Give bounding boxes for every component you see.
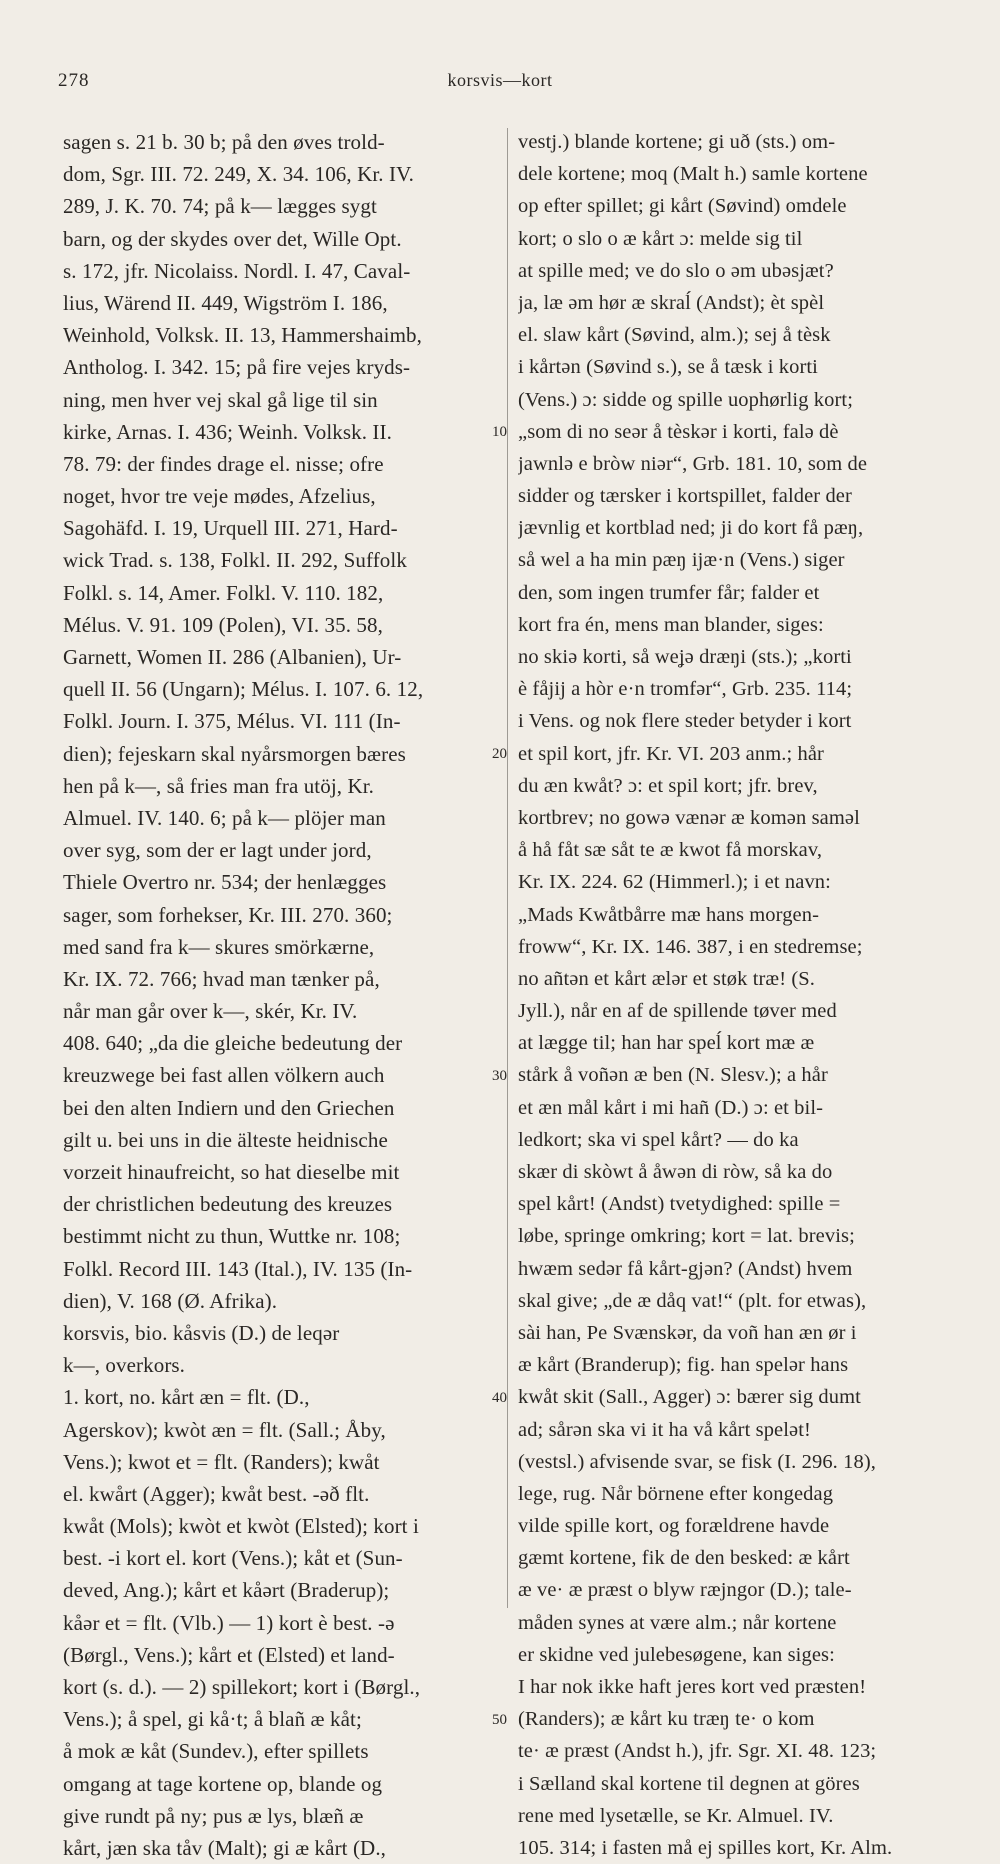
text-line: quell II. 56 (Ungarn); Mélus. I. 107. 6. 12, xyxy=(63,677,424,702)
text-line: dien), V. 168 (Ø. Afrika). xyxy=(63,1288,278,1313)
text-line: å mok æ kåt (Sundev.), efter spillets xyxy=(63,1739,369,1764)
text-line: no añtən et kårt ælər et støk træ! (S. xyxy=(518,967,815,990)
text-line: du æn kwåt? ɔ: et spil kort; jfr. brev, xyxy=(518,774,818,797)
text-line: wick Trad. s. 138, Folkl. II. 292, Suffolk xyxy=(63,548,407,573)
line-number: 20 xyxy=(492,745,507,762)
text-line: 78. 79: der findes drage el. nisse; ofre xyxy=(63,451,384,476)
text-line: Jyll.), når en af de spillende tøver med xyxy=(518,1000,837,1023)
line-number: 10 xyxy=(492,423,507,440)
text-line: kort; o slo o æ kårt ɔ: melde sig til xyxy=(518,227,803,250)
text-line: kort (s. d.). — 2) spillekort; kort i (Børgl., xyxy=(63,1675,421,1699)
text-line: Garnett, Women II. 286 (Albanien), Ur- xyxy=(63,645,402,669)
text-line: Folkl. s. 14, Amer. Folkl. V. 110. 182, xyxy=(63,580,384,605)
text-line: et æn mål kårt i mi hañ (D.) ɔ: et bil- xyxy=(518,1096,824,1119)
text-line: (Vens.) ɔ: sidde og spille uophørlig kort; xyxy=(518,388,854,411)
text-line: i Vens. og nok flere steder betyder i kort xyxy=(518,710,852,733)
text-line: barn, og der skydes over det, Wille Opt. xyxy=(63,226,402,251)
text-line: (vestsl.) afvisende svar, se fisk (I. 296. 18), xyxy=(518,1450,876,1473)
text-line: Kr. IX. 224. 62 (Himmerl.); i et navn: xyxy=(518,871,831,894)
text-line: Folkl. Journ. I. 375, Mélus. VI. 111 (In- xyxy=(63,709,401,734)
text-line: bestimmt nicht zu thun, Wuttke nr. 108; xyxy=(63,1224,401,1249)
text-line: Sagohäfd. I. 19, Urquell III. 271, Hard- xyxy=(63,516,398,541)
text-line: når man går over k—, skér, Kr. IV. xyxy=(63,999,358,1024)
text-line: sagen s. 21 b. 30 b; på den øves trold- xyxy=(63,130,385,154)
line-number: 40 xyxy=(492,1389,507,1406)
text-line: el. kwårt (Agger); kwåt best. -əð flt. xyxy=(63,1481,370,1506)
text-line: over syg, som der er lagt under jord, xyxy=(63,838,372,863)
text-line: Kr. IX. 72. 766; hvad man tænker på, xyxy=(63,966,380,991)
text-line: kort fra én, mens man blander, siges: xyxy=(518,613,824,636)
text-line: ning, men hver vej skal gå lige til sin xyxy=(63,387,378,412)
text-line: i kårtən (Søvind s.), se å tæsk i korti xyxy=(518,356,818,379)
text-line: hen på k—, så fries man fra utöj, Kr. xyxy=(63,773,375,798)
text-line: kårt, jæn ska tåv (Malt); gi æ kårt (D., xyxy=(63,1835,387,1860)
text-line: no skiə korti, så weʝə dræŋi (sts.); „korti xyxy=(518,646,852,668)
line-number: 50 xyxy=(492,1711,507,1728)
text-line: (Randers); æ kårt ku træŋ te· o kom xyxy=(518,1708,815,1731)
text-line: 1. kort, no. kårt æn = flt. (D., xyxy=(63,1385,310,1410)
text-line: ledkort; ska vi spel kårt? — do ka xyxy=(518,1128,799,1151)
text-line: „Mads Kwåtbårre mæ hans morgen- xyxy=(518,903,820,926)
text-line: Antholog. I. 342. 15; på fire vejes kryds- xyxy=(63,355,411,380)
text-line: med sand fra k— skures smörkærne, xyxy=(63,934,375,959)
text-line: den, som ingen trumfer får; falder et xyxy=(518,581,820,604)
text-line: i Sælland skal kortene til degnen at göres xyxy=(518,1772,860,1795)
text-line: at lægge til; han har speĺ kort mæ æ xyxy=(518,1032,815,1055)
text-line: skal give; „de æ dåq vat!“ (plt. for etwas), xyxy=(518,1289,867,1312)
text-line: der christlichen bedeutung des kreuzes xyxy=(63,1192,393,1217)
text-line: dom, Sgr. III. 72. 249, X. 34. 106, Kr. IV. xyxy=(63,162,414,187)
text-line: kwåt (Mols); kwòt et kwòt (Elsted); kort i xyxy=(63,1514,419,1539)
text-line: froww“, Kr. IX. 146. 387, i en stedremse; xyxy=(518,935,863,958)
text-line: vestj.) blande kortene; gi uð (sts.) om- xyxy=(518,131,836,153)
text-line: lius, Wärend II. 449, Wigström I. 186, xyxy=(63,290,388,315)
text-line: kwåt skit (Sall., Agger) ɔ: bærer sig dumt xyxy=(518,1386,861,1409)
text-line: noget, hvor tre veje mødes, Afzelius, xyxy=(63,484,376,509)
column-rule xyxy=(507,128,508,1608)
left-column xyxy=(63,126,498,1864)
text-line: æ ve· æ præst o blyw ræjngor (D.); tale- xyxy=(518,1579,852,1602)
text-line: jævnlig et kortblad ned; ji do kort få pæŋ, xyxy=(518,517,864,540)
text-line: vilde spille kort, og forældrene havde xyxy=(518,1515,830,1538)
text-line: rene med lysetælle, se Kr. Almuel. IV. xyxy=(518,1804,834,1827)
text-line: Vens.); kwot et = flt. (Randers); kwåt xyxy=(63,1449,380,1474)
text-line: kirke, Arnas. I. 436; Weinh. Volksk. II. xyxy=(63,419,392,444)
text-line: dien); fejeskarn skal nyårsmorgen bæres xyxy=(63,741,406,766)
running-head: korsvis—kort xyxy=(447,70,553,90)
text-line: å hå fåt sæ såt te æ kwot få morskav, xyxy=(518,839,823,862)
text-line: Agerskov); kwòt æn = flt. (Sall.; Åby, xyxy=(63,1417,386,1442)
text-line: gæmt kortene, fik de den besked: æ kårt xyxy=(518,1547,850,1570)
text-line: spel kårt! (Andst) tvetydighed: spille = xyxy=(518,1193,841,1216)
text-line: give rundt på ny; pus æ lys, blæñ æ xyxy=(63,1803,364,1828)
text-line: Vens.); å spel, gi kå·t; å blañ æ kåt; xyxy=(63,1707,362,1732)
text-line: omgang at tage kortene op, blande og xyxy=(63,1771,383,1796)
text-line: op efter spillet; gi kårt (Søvind) omdele xyxy=(518,195,847,218)
text-line: (Børgl., Vens.); kårt et (Elsted) et land- xyxy=(63,1642,395,1667)
text-line: gilt u. bei uns in die älteste heidnische xyxy=(63,1127,388,1152)
text-line: sager, som forhekser, Kr. III. 270. 360; xyxy=(63,902,393,927)
text-line: s. 172, jfr. Nicolaiss. Nordl. I. 47, Caval- xyxy=(63,258,411,283)
text-line: „som di no seər å tèskər i korti, falə dè xyxy=(518,420,839,443)
text-line: er skidne ved julebesøgene, kan siges: xyxy=(518,1643,835,1666)
text-line: kortbrev; no gowə vænər æ komən saməl xyxy=(518,806,860,829)
text-line: 289, J. K. 70. 74; på k— lægges sygt xyxy=(63,194,377,219)
text-line: et spil kort, jfr. Kr. VI. 203 anm.; hår xyxy=(518,742,824,765)
right-column xyxy=(518,126,958,1864)
text-line: jawnlə e bròw niər“, Grb. 181. 10, som de xyxy=(518,452,868,475)
text-line: kåər et = flt. (Vlb.) — 1) kort è best. -ə xyxy=(63,1610,395,1635)
text-line: Mélus. V. 91. 109 (Polen), VI. 35. 58, xyxy=(63,612,383,637)
text-line: måden synes at være alm.; når kortene xyxy=(518,1611,837,1634)
text-line: 105. 314; i fasten må ej spilles kort, Kr. Alm. xyxy=(518,1836,893,1859)
text-line: så wel a ha min pæŋ ijæ·n (Vens.) siger xyxy=(518,549,845,572)
text-line: Thiele Overtro nr. 534; der henlægges xyxy=(63,870,387,895)
text-line: kreuzwege bei fast allen völkern auch xyxy=(63,1063,385,1088)
text-line: hwæm sedər få kårt-gjən? (Andst) hvem xyxy=(518,1257,853,1280)
text-line: løbe, springe omkring; kort = lat. brevis; xyxy=(518,1225,855,1248)
text-line: best. -i kort el. kort (Vens.); kåt et (Sun- xyxy=(63,1546,403,1571)
text-line: 408. 640; „da die gleiche bedeutung der xyxy=(63,1031,403,1056)
text-line: bei den alten Indiern und den Griechen xyxy=(63,1095,395,1120)
text-line: sidder og tærsker i kortspillet, falder der xyxy=(518,485,852,508)
text-line: deved, Ang.); kårt et kåərt (Braderup); xyxy=(63,1578,390,1603)
text-line: at spille med; ve do slo o əm ubəsjæt? xyxy=(518,259,834,282)
page-number: 278 xyxy=(58,70,90,91)
text-line: ja, læ əm hør æ skraĺ (Andst); èt spèl xyxy=(518,291,825,314)
text-line: korsvis, bio. kåsvis (D.) de leqər xyxy=(63,1320,340,1345)
text-line: I har nok ikke haft jeres kort ved præsten! xyxy=(518,1676,867,1698)
text-line: lege, rug. Når börnene efter kongedag xyxy=(518,1482,834,1505)
text-line: k—, overkors. xyxy=(63,1353,186,1378)
text-line: el. slaw kårt (Søvind, alm.); sej å tèsk xyxy=(518,324,831,347)
text-line: æ kårt (Branderup); fig. han spelər hans xyxy=(518,1354,849,1377)
line-number: 30 xyxy=(492,1067,507,1084)
text-line: skær di skòwt å åwən di ròw, så ka do xyxy=(518,1161,833,1183)
text-line: è fåjij a hòr e·n tromfər“, Grb. 235. 114; xyxy=(518,678,853,701)
text-line: ad; sårən ska vi it ha vå kårt spelət! xyxy=(518,1418,811,1441)
text-line: Folkl. Record III. 143 (Ital.), IV. 135 (In- xyxy=(63,1256,413,1281)
text-line: vorzeit hinaufreicht, so hat dieselbe mit xyxy=(63,1160,400,1184)
text-line: te· æ præst (Andst h.), jfr. Sgr. XI. 48. 123; xyxy=(518,1740,877,1763)
text-line: dele kortene; moq (Malt h.) samle kortene xyxy=(518,163,868,186)
text-line: Almuel. IV. 140. 6; på k— plöjer man xyxy=(63,805,386,830)
text-line: stårk å voñən æ ben (N. Slesv.); a hår xyxy=(518,1064,828,1087)
text-line: sài han, Pe Svænskər, da voñ han æn ør i xyxy=(518,1321,857,1344)
text-line: Weinhold, Volksk. II. 13, Hammershaimb, xyxy=(63,323,422,348)
